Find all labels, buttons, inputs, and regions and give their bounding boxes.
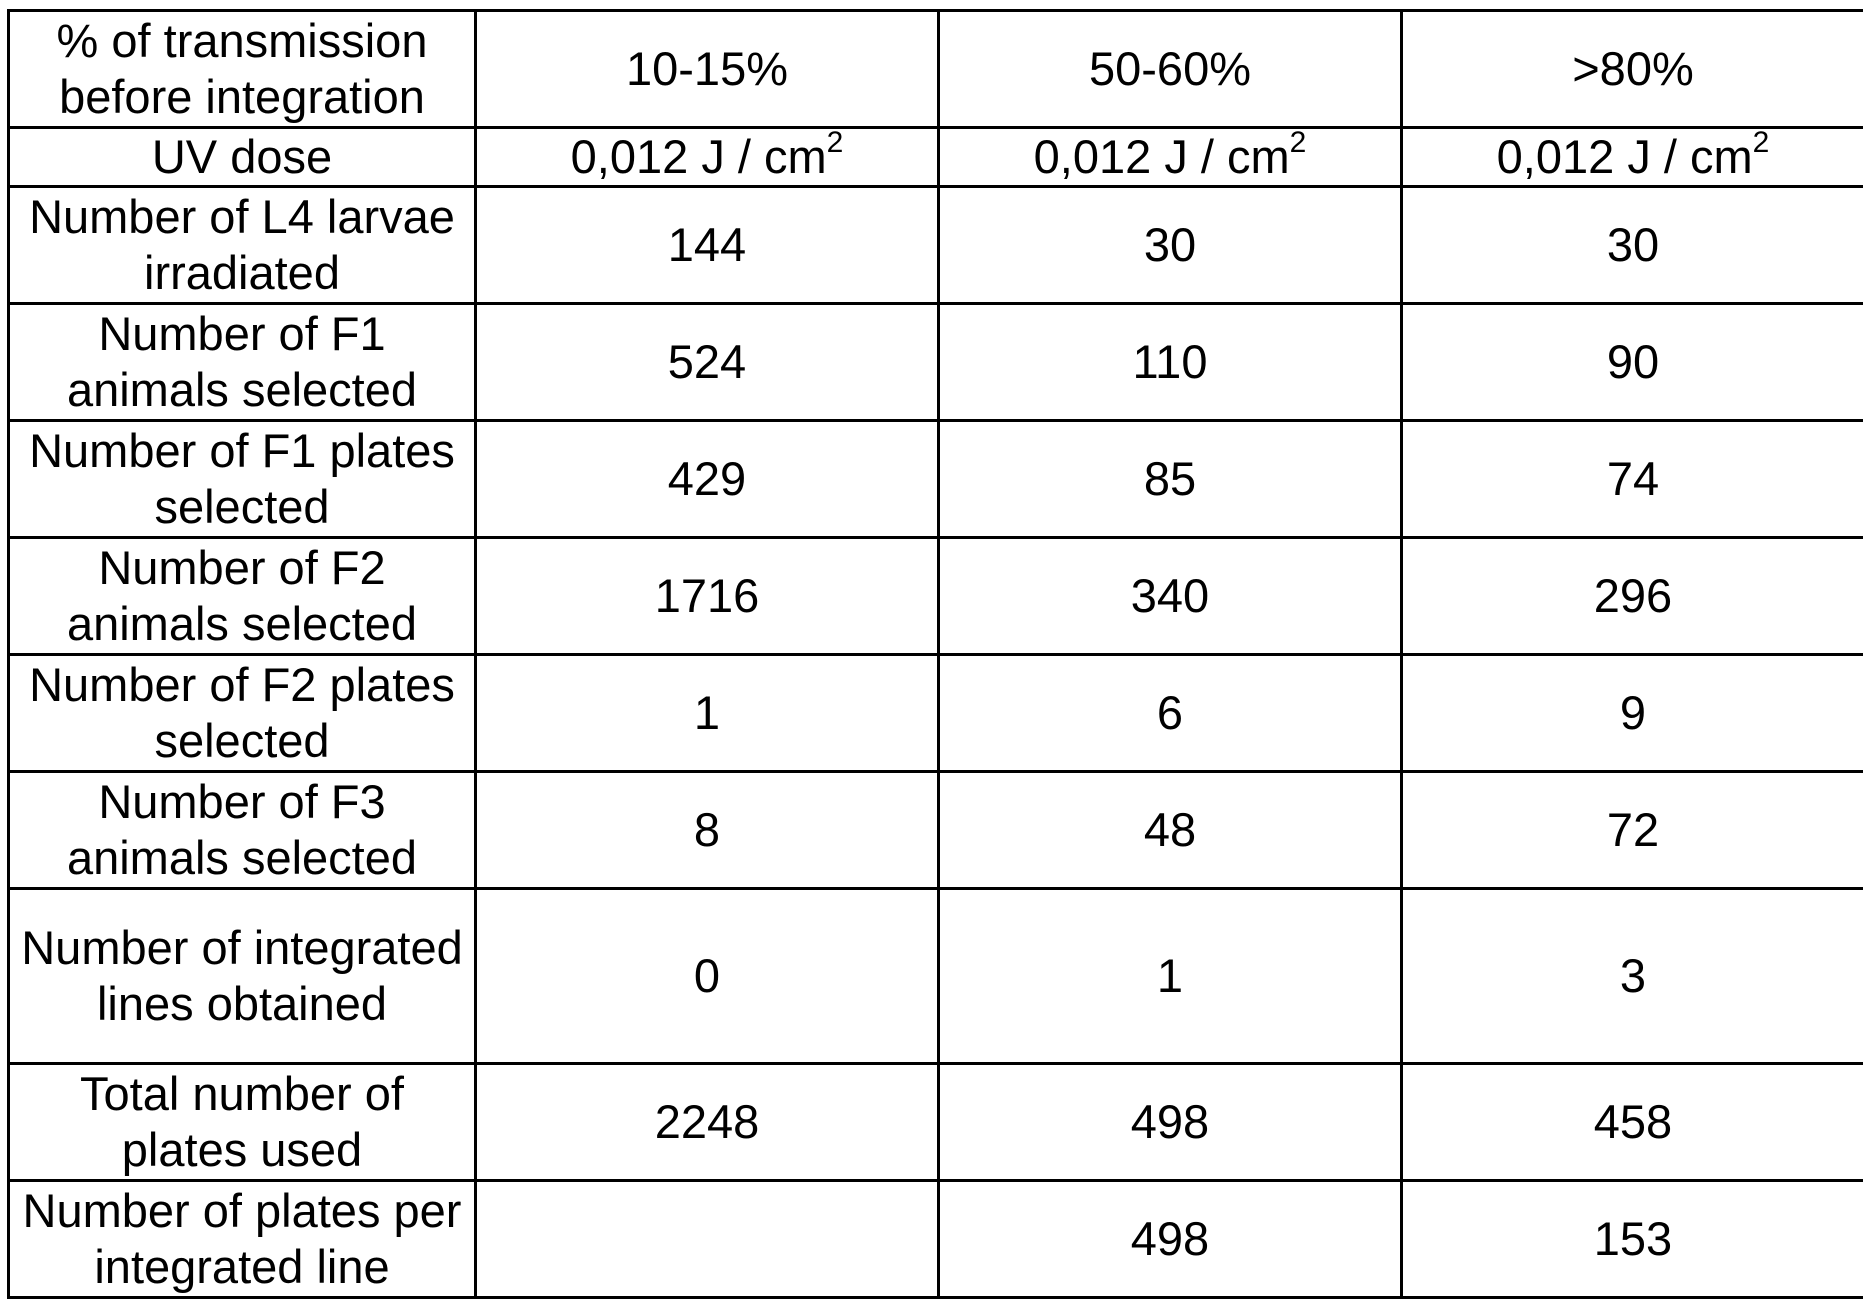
table-row — [9, 187, 1863, 304]
uv-dose-value: 0,012 J / cm — [1033, 130, 1290, 183]
table-cell: 340 — [939, 538, 1402, 655]
table-cell — [476, 128, 939, 187]
table-cell: 1 — [939, 889, 1402, 1064]
table-row — [9, 1064, 1863, 1181]
uv-dose-value: 0,012 J / cm — [1496, 130, 1753, 183]
table-cell: 90 — [1402, 304, 1863, 421]
data-table — [7, 9, 1863, 1299]
table-cell: 8 — [476, 772, 939, 889]
table-cell: 0 — [476, 889, 939, 1064]
table-cell — [939, 128, 1402, 187]
table-cell: 1716 — [476, 538, 939, 655]
table-cell: 85 — [939, 421, 1402, 538]
table-cell: 498 — [939, 1181, 1402, 1298]
unit-exponent: 2 — [1289, 126, 1307, 160]
table-cell: 3 — [1402, 889, 1863, 1064]
table-row — [9, 889, 1863, 1064]
table-row-uv-dose — [9, 128, 1863, 187]
table-cell: 110 — [939, 304, 1402, 421]
row-label: Number of plates per integrated line — [9, 1181, 476, 1298]
row-label: % of transmission before integration — [9, 11, 476, 128]
table-header-row — [9, 11, 1863, 128]
column-header: 10-15% — [476, 11, 939, 128]
table-row — [9, 772, 1863, 889]
column-header: 50-60% — [939, 11, 1402, 128]
column-header: >80% — [1402, 11, 1863, 128]
table-cell: 72 — [1402, 772, 1863, 889]
row-label: Number of F1 plates selected — [9, 421, 476, 538]
table-cell: 2248 — [476, 1064, 939, 1181]
table-row — [9, 421, 1863, 538]
table-cell: 524 — [476, 304, 939, 421]
table-cell: 48 — [939, 772, 1402, 889]
table-row — [9, 304, 1863, 421]
table-cell: 74 — [1402, 421, 1863, 538]
row-label: Number of F2 animals selected — [9, 538, 476, 655]
table-cell: 153 — [1402, 1181, 1863, 1298]
table-cell: 6 — [939, 655, 1402, 772]
table-cell: 458 — [1402, 1064, 1863, 1181]
table-cell: 498 — [939, 1064, 1402, 1181]
unit-exponent: 2 — [826, 126, 844, 160]
table-cell: 30 — [939, 187, 1402, 304]
row-label: Number of F2 plates selected — [9, 655, 476, 772]
table-cell: 429 — [476, 421, 939, 538]
uv-dose-value: 0,012 J / cm — [570, 130, 827, 183]
row-label: Number of F1 animals selected — [9, 304, 476, 421]
table-cell: 144 — [476, 187, 939, 304]
row-label: Number of L4 larvae irradiated — [9, 187, 476, 304]
table-row — [9, 655, 1863, 772]
unit-exponent: 2 — [1752, 126, 1770, 160]
table-cell: 30 — [1402, 187, 1863, 304]
table-cell: 296 — [1402, 538, 1863, 655]
table-cell — [1402, 128, 1863, 187]
row-label: UV dose — [9, 128, 476, 187]
table-row — [9, 538, 1863, 655]
table-cell — [476, 1181, 939, 1298]
row-label: Number of F3 animals selected — [9, 772, 476, 889]
row-label: Total number of plates used — [9, 1064, 476, 1181]
row-label: Number of integrated lines obtained — [9, 889, 476, 1064]
table-row — [9, 1181, 1863, 1298]
table-cell: 1 — [476, 655, 939, 772]
table-cell: 9 — [1402, 655, 1863, 772]
